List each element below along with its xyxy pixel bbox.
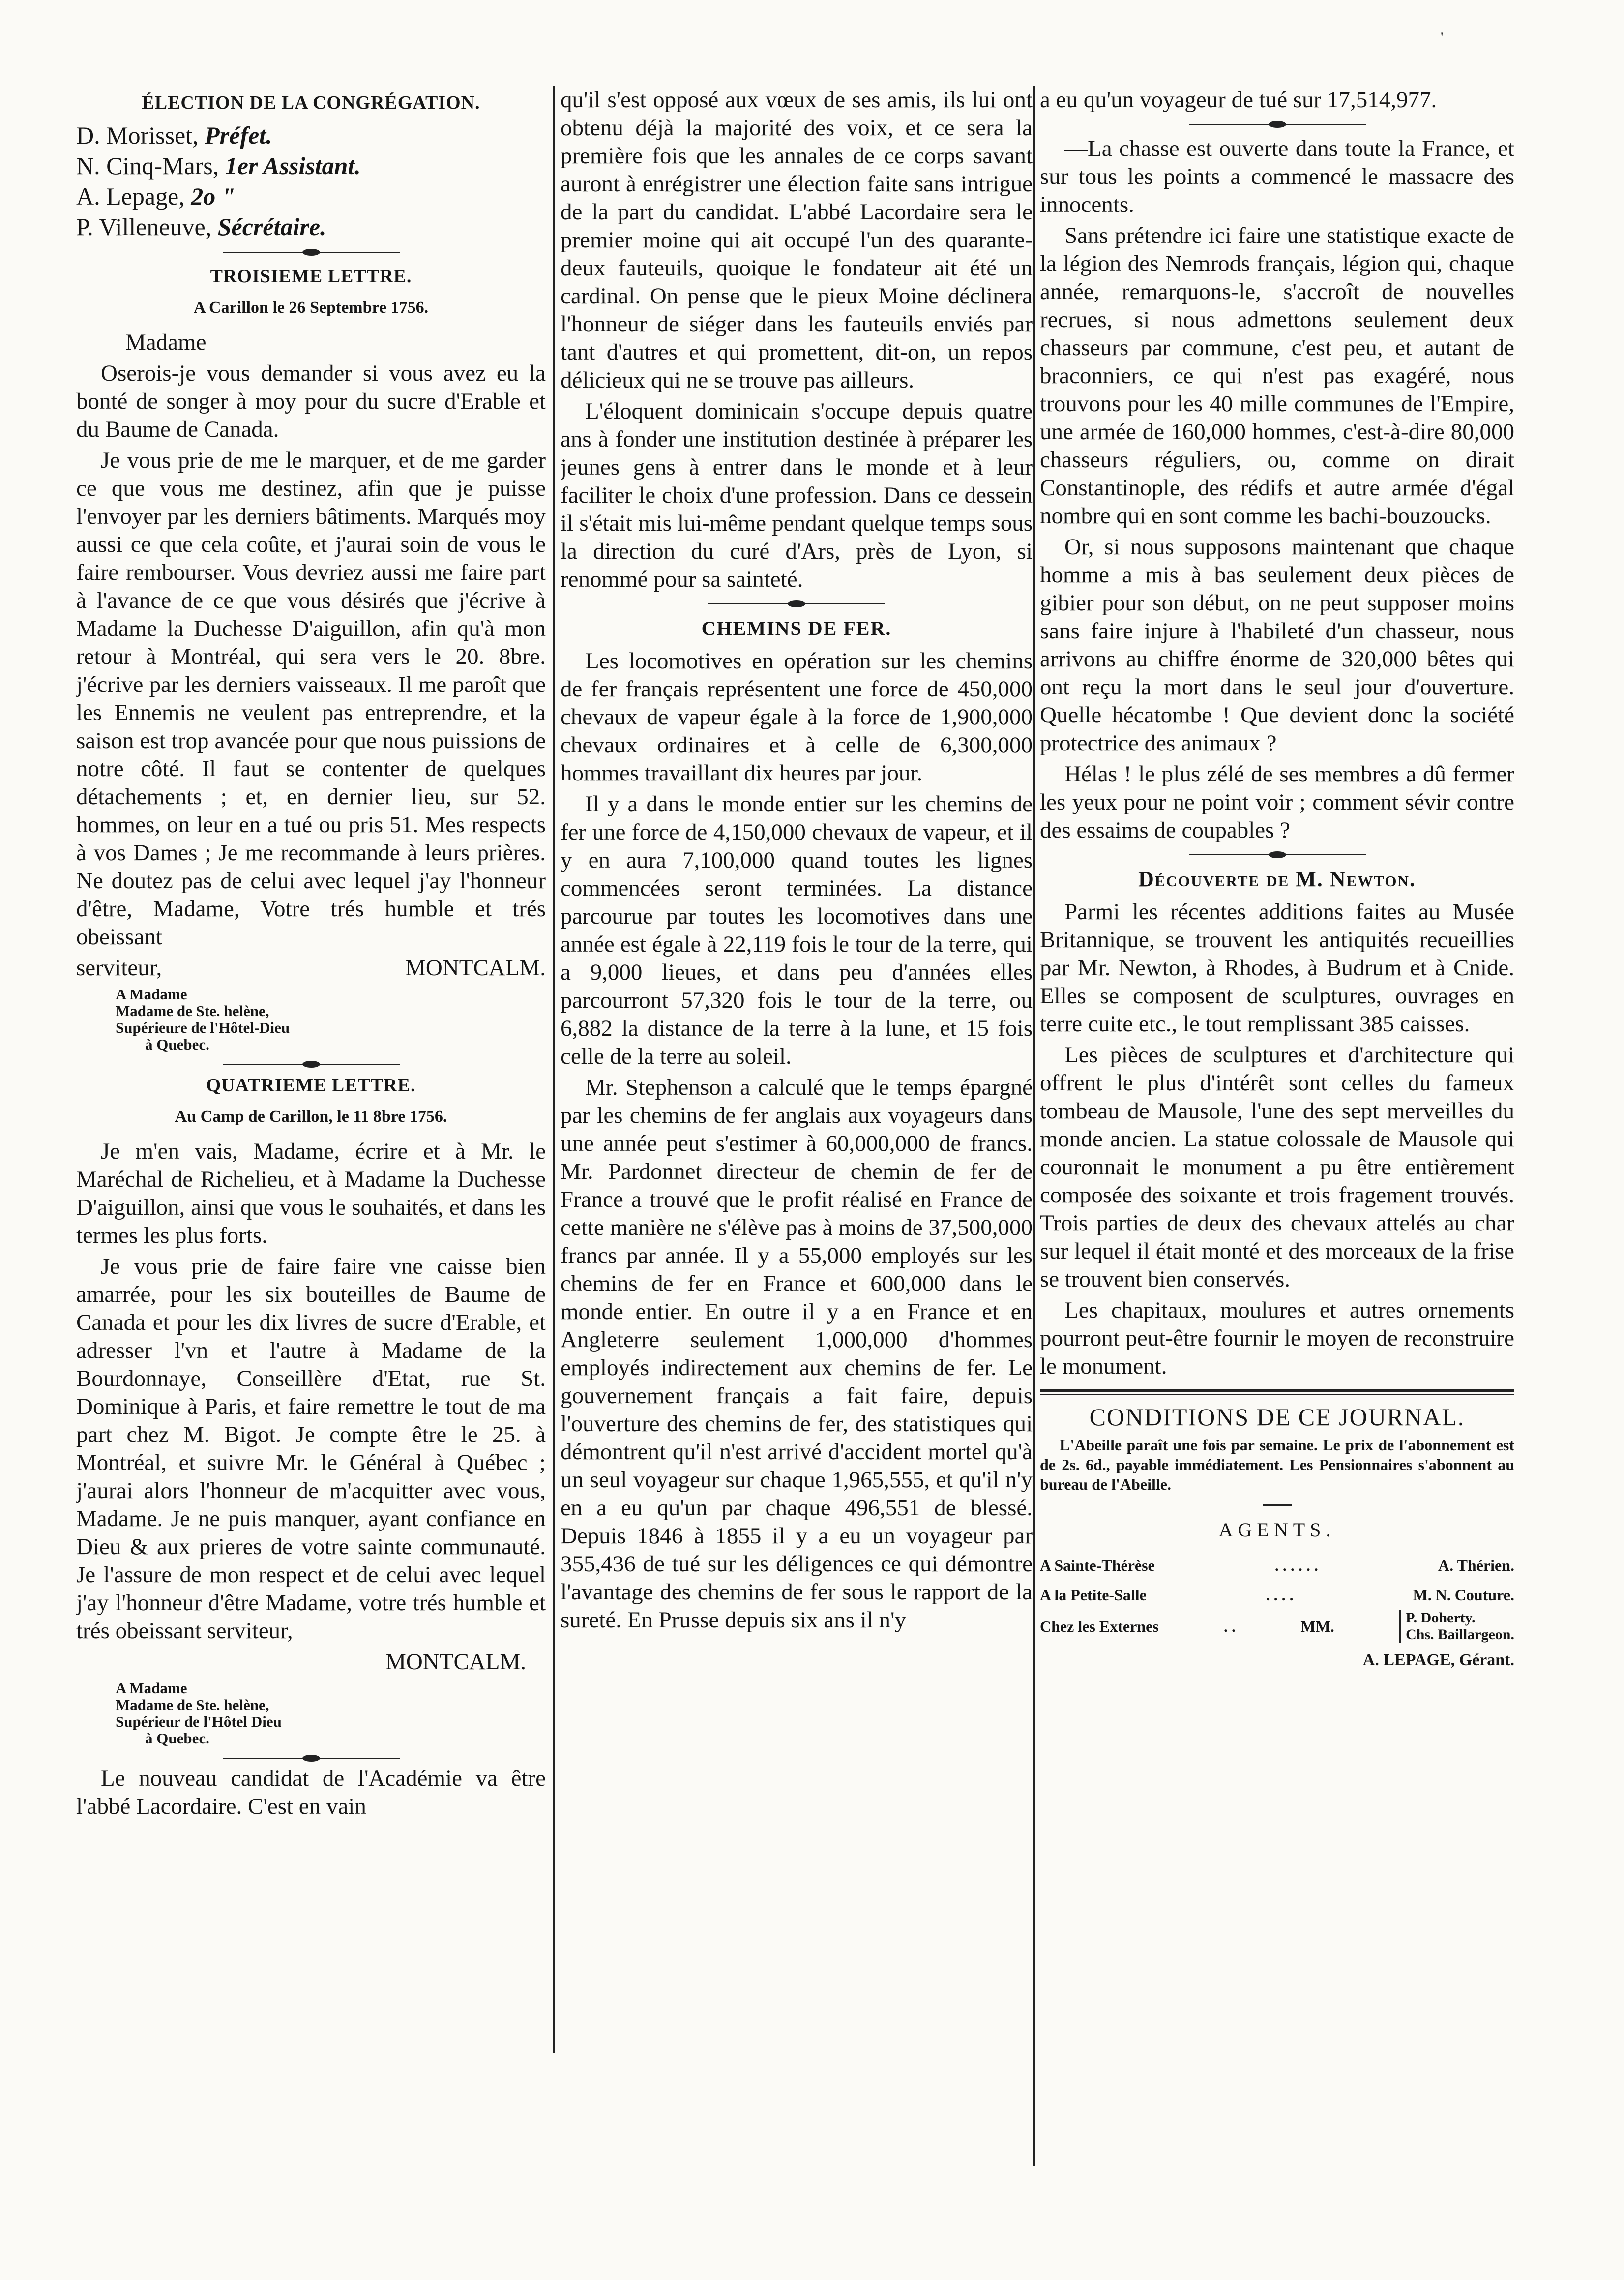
letter4-signature-line (76, 1648, 546, 1676)
column-rule-2 (1033, 86, 1035, 2166)
letter3-salutation: Madame (125, 330, 207, 355)
chasse-paragraph: Hélas ! le plus zélé de ses membres a dû fermer les yeux pour ne point voir ; comment sévir contre des essaims de coupables ? (1040, 761, 1514, 843)
officer-2: N. Cinq-Mars, 1er Assistant. (76, 152, 361, 180)
letter4-paragraph: Je m'en vais, Madame, écrire et à Mr. le Maréchal de Richelieu, et à Madame la Duchesse D'aiguillon, ainsi que vous le souhaités, et dans les termes les plus forts. (76, 1139, 546, 1248)
ornament-divider (223, 1060, 400, 1069)
letter4-signature: MONTCALM. (385, 1649, 526, 1675)
corner-mark: ' (1441, 30, 1444, 46)
letter3-signature-line: serviteur, MONTCALM. (76, 954, 546, 982)
letter4-date: Au Camp de Carillon, le 11 8bre 1756. (175, 1108, 447, 1126)
chasse-paragraph: Sans prétendre ici faire une statistique exacte de la légion des Nemrods français, légion qui, chaque année, remarquons-le, s'accroît de nouvelles recrues, si nous admettons seulement deux chasseurs par commune, c'est peu, et autant de braconniers, ce qui n'est pas exagéré, nous trouvons pour les 40 mille communes de l'Empire, une armée de 160,000 hommes, c'est-à-dire 80,000 chasseurs réguliers, ou, comme on dirait Constantinople, des rédifs et autre armée d'égal nombre qui en sont comme les bachi-bouzoucks. (1040, 223, 1514, 529)
letter3-title: TROISIEME LETTRE. (210, 266, 412, 287)
chemins-paragraph: Mr. Stephenson a calculé que le temps épargné par les chemins de fer anglais aux voyageurs dans une année peut s'estimer à 60,000,000 de francs. Mr. Pardonnet directeur de chemin de fer de France a trouvé que le profit réalisé en France de cette manière ne s'élève pas à moins de 37,500,000 francs par année. Il y a 55,000 employés sur les chemins de fer en France et 600,000 dans le monde entier. En outre il y a en France et en Angleterre seulement 1,000,000 d'hommes employés indirectement aux chemins de fer. Le gouvernement français a fait faire, depuis l'ouverture des chemins de fer, des statistiques qui démontrent qu'il n'est arrivé d'accident mortel qu'à un seul voyageur sur chaque 1,965,555, et qu'il n'y en a eu qu'un par chaque 496,551 de blessé. Depuis 1846 à 1855 il y a eu un voyageur par 355,436 de tué sur les déligences ce qui démontre l'avantage des chemins de fer sous le rapport de la sureté. En Prusse depuis six ans il n'y (561, 1075, 1033, 1633)
newton-title: Découverte de M. Newton. (1138, 867, 1416, 891)
conditions-text: L'Abeille paraît une fois par semaine. Le prix de l'abonnement est de 2s. 6d., payable immédiatement. Les Pensionnaires s'abonnent au bureau de l'Abeille. (1040, 1436, 1514, 1493)
ornament-divider (708, 600, 885, 608)
election-title: ÉLECTION DE LA CONGRÉGATION. (142, 92, 480, 113)
agent-row-externes: Chez les Externes . . MM. P. Doherty. Chs. Baillargeon. (1040, 1610, 1514, 1643)
agent-row: A Sainte-Thérèse . . . . . . A. Thérien. (1040, 1557, 1514, 1574)
lacordaire-paragraph: qu'il s'est opposé aux vœux de ses amis, ils lui ont obtenu déjà la majorité des voix, et ce sera la première fois que les annales de ce corps savant auront à enrégistrer une élection faite sans intrigue de la part du candidat. L'abbé Lacordaire sera le premier moine qui ait occupé l'un des quarante-deux fauteuils, quoique le fondateur ait été un cardinal. On pense que le pieux Moine déclinera l'honneur de siéger dans les fauteuils enviés par tant d'autres et qui promettent, dit-on, un repos délicieux qui ne se trouve pas ailleurs. (561, 87, 1033, 393)
ornament-divider (223, 1754, 400, 1763)
letter3-paragraph: Je vous prie de me le marquer, et de me garder ce que vous me destinez, afin que je puisse l'envoyer par les derniers bâtiments. Marqués moy aussi ce que cela coûte, et j'aurai soin de vous le faire rembourser. Vous devriez aussi me faire part à l'avance de ce que vous désirés que j'écrive à Madame la Duchesse D'aiguillon, afin qu'à mon retour à Montréal, qui sera vers le 20. 8bre. j'écrive par les derniers vaisseaux. Il me paroît que les Ennemis ne veulent pas entreprendre, et la saison est trop avancée pour que nous puissions de notre côté. Il faut se contenter de quelques détachements ; et, en dernier lieu, sur 52. hommes, on leur en a tué ou pris 51. Mes respects à vos Dames ; Je me recommande à leurs prières. Ne doutez pas de celui avec lequel j'ay l'honneur d'être, Madame, Votre trés humble et trés obeissant (76, 448, 546, 950)
letter4-title: QUATRIEME LETTRE. (206, 1075, 416, 1096)
letter4-paragraph: Je vous prie de faire faire vne caisse bien amarrée, pour les six bouteilles de Baume de Canada et pour les dix livres de sucre d'Erable, et adresser l'vn et l'autre à Madame de la Bourdonnaye, Conseillère d'Etat, rue St. Dominique à Paris, et faire remettre le tout de ma part chez M. Bigot. Je compte être le 25. à Montréal, et suivre Mr. le Général à Québec ; j'aurai alors l'honneur de m'acquitter avec vous, Madame. Je ne puis manquer, ayant confiance en Dieu & aux prieres de votre sainte communauté. Je l'assure de mon respect et de celui avec lequel j'ay l'honneur d'être Madame, votre trés humble et trés obeissant serviteur, (76, 1254, 546, 1644)
ornament-divider (1189, 120, 1366, 129)
column-rule-1 (553, 86, 555, 2053)
gerant-signature: A. LEPAGE, Gérant. (1362, 1651, 1514, 1669)
chemins-title: CHEMINS DE FER. (701, 617, 892, 639)
ornament-divider (1189, 850, 1366, 859)
lacordaire-paragraph: L'éloquent dominicain s'occupe depuis quatre ans à fonder une institution destinée à préparer les jeunes gens à entrer dans le monde et à leur faciliter le choix d'une profession. Dans ce dessein il s'était mis lui-même pendant quelque temps sous la direction du curé d'Ars, près de Lyon, si renommé pour sa sainteté. (561, 398, 1033, 592)
agents-title: AGENTS. (1218, 1519, 1336, 1541)
conditions-title: CONDITIONS DE CE JOURNAL. (1089, 1403, 1465, 1431)
section-double-rule (1040, 1389, 1514, 1395)
newton-paragraph: Les pièces de sculptures et d'architecture qui offrent le plus d'intérêt sont celles du fameux tombeau de Mausole, l'une des sept merveilles du monde ancien. La statue colossale de Mausole qui couronnait le monument a pu être entièrement composée des soixante et trois fragement trouvés. Trois parties de deux des chevaux attelés au char sur lequel il était monté et des morceaux de la frise se trouvent bien conservés. (1040, 1042, 1514, 1292)
column-3 (1040, 86, 1514, 2166)
column-2 (561, 86, 1033, 2166)
officer-1: D. Morisset, Préfet. (76, 121, 272, 149)
letter4-address: A Madame Madame de Ste. helène, Supérieur de l'Hôtel Dieu à Quebec. (116, 1680, 282, 1747)
column-1 (76, 86, 546, 2166)
officer-3: A. Lepage, 2o " (76, 182, 236, 210)
chasse-paragraph: —La chasse est ouverte dans toute la France, et sur tous les points a commencé le massacre des innocents. (1040, 136, 1514, 217)
officer-4: P. Villeneuve, Sécrétaire. (76, 213, 326, 240)
externes-names: P. Doherty. Chs. Baillargeon. (1399, 1610, 1514, 1643)
letter3-date: A Carillon le 26 Septembre 1756. (193, 299, 429, 317)
lacordaire-paragraph-start: Le nouveau candidat de l'Académie va être l'abbé Lacordaire. C'est en vain (76, 1766, 546, 1819)
short-dash-divider (1263, 1504, 1292, 1506)
newton-paragraph: Parmi les récentes additions faites au Musée Britannique, se trouvent les antiquités recueillies par Mr. Newton, à Rhodes, à Budrum et à Cnide. Elles se composent de sculptures, ouvrages en terre cuite etc., le tout remplissant 385 caisses. (1040, 899, 1514, 1037)
letter3-signature: MONTCALM. (405, 955, 546, 981)
prussia-end: a eu qu'un voyageur de tué sur 17,514,977. (1040, 87, 1437, 113)
chasse-paragraph: Or, si nous supposons maintenant que chaque homme a mis à bas seulement deux pièces de gibier pour son début, on ne peut supposer moins sans faire injure à l'habileté d'un chasseur, nous arrivons au chiffre énorme de 320,000 bêtes qui ont reçu la mort dans le seul jour d'ouverture. Quelle hécatombe ! Que devient donc la société protectrice des animaux ? (1040, 534, 1514, 756)
letter3-address: A Madame Madame de Ste. helène, Supérieure de l'Hôtel-Dieu à Quebec. (116, 986, 290, 1053)
letter3-paragraph: Oserois-je vous demander si vous avez eu la bonté de songer à moy pour du sucre d'Erable et du Baume de Canada. (76, 360, 546, 442)
chemins-paragraph: Il y a dans le monde entier sur les chemins de fer une force de 4,150,000 chevaux de vapeur, et il y en aura 7,100,000 quand toutes les lignes commencées seront terminées. La distance parcourue par toutes les locomotives dans une année est égale à 22,119 fois le tour de la terre, qui a 9,000 lieues, et dans peu d'années elles parcourront 57,320 fois le tour de la terre, ou 6,882 la distance de la terre à la lune, et 15 fois celle de la terre au soleil. (561, 791, 1033, 1069)
ornament-divider (223, 248, 400, 257)
newton-paragraph: Les chapitaux, moulures et autres ornements pourront peut-être fournir le moyen de reconstruire le monument. (1040, 1297, 1514, 1379)
agent-row: A la Petite-Salle . . . . M. N. Couture. (1040, 1586, 1514, 1604)
chemins-paragraph: Les locomotives en opération sur les chemins de fer français représentent une force de 450,000 chevaux de vapeur égale à la force de 1,900,000 chevaux ordinaires et à celle de 6,300,000 hommes travaillant dix heures par jour. (561, 648, 1033, 786)
